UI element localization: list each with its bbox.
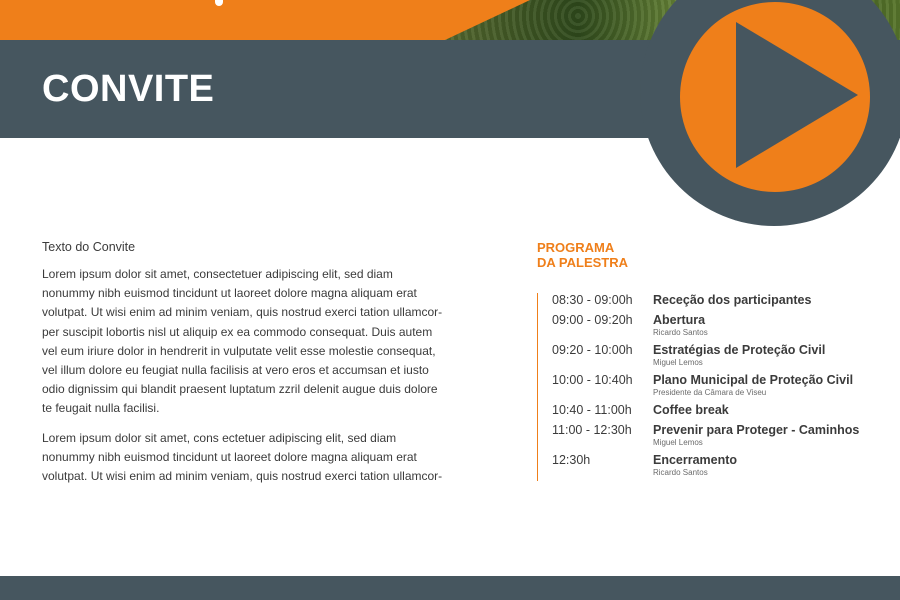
program-item: [552, 343, 892, 368]
program-item: [552, 453, 892, 478]
program-item: [552, 313, 892, 338]
program-event: Plano Municipal de Proteção Civil: [653, 373, 854, 387]
program-item: [552, 423, 892, 448]
invite-label: Texto do Convite: [42, 240, 136, 254]
program-item: [552, 293, 892, 308]
page-title: CONVITE: [42, 68, 215, 110]
program-speaker: Presidente da Câmara de Viseu: [653, 388, 767, 397]
program-event: Abertura: [653, 313, 706, 327]
program-event: Receção dos participantes: [653, 293, 812, 307]
play-icon[interactable]: [732, 22, 862, 172]
program-time: 09:00 - 09:20h: [552, 313, 633, 327]
program-speaker: Ricardo Santos: [653, 468, 708, 477]
invite-paragraph: Lorem ipsum dolor sit amet, consectetuer adipiscing elit, sed diam nonummy nibh euismod tincidunt ut laoreet dolore magna aliquam erat volutpat. Ut wisi enim ad minim veniam, quis nostrud exerci tation ullamcor- per suscipit lobortis nisl ut aliquip ex ea commodo consequat. Duis autem vel eum iriure dolor in hendrerit in vulputate velit esse molestie consequat, vel illum dolore eu feugiat nulla facilisis at vero eros et accumsan et iusto odio dignissim qui blandit praesent luptatum zzril delenit augue duis dolore te feugait nulla facilisi.: [42, 267, 443, 416]
program-event: Prevenir para Proteger - Caminhos: [653, 423, 860, 437]
program-title: PROGRAMA DA PALESTRA: [537, 240, 628, 270]
program-time: 09:20 - 10:00h: [552, 343, 633, 357]
program-event: Encerramento: [653, 453, 738, 467]
program-speaker: Miguel Lemos: [653, 358, 703, 367]
footer-band: [0, 576, 900, 600]
program-speaker: Ricardo Santos: [653, 328, 708, 337]
program-time: 12:30h: [552, 453, 591, 467]
invite-paragraph: Lorem ipsum dolor sit amet, cons ectetuer adipiscing elit, sed diam nonummy nibh euismod tincidunt ut laoreet dolore magna aliquam erat volutpat. Ut wisi enim ad minim veniam, quis nostrud exerci tation ullamcor-: [42, 431, 443, 484]
program-divider: [537, 293, 538, 481]
program-time: 08:30 - 09:00h: [552, 293, 633, 307]
program-list: [552, 293, 892, 483]
program-time: 10:40 - 11:00h: [552, 403, 632, 417]
program-item: [552, 373, 892, 398]
program-item: [552, 403, 892, 418]
program-time: 10:00 - 10:40h: [552, 373, 633, 387]
program-event: Estratégias de Proteção Civil: [653, 343, 826, 357]
program-speaker: Miguel Lemos: [653, 438, 703, 447]
program-event: Coffee break: [653, 403, 729, 417]
program-time: 11:00 - 12:30h: [552, 423, 632, 437]
